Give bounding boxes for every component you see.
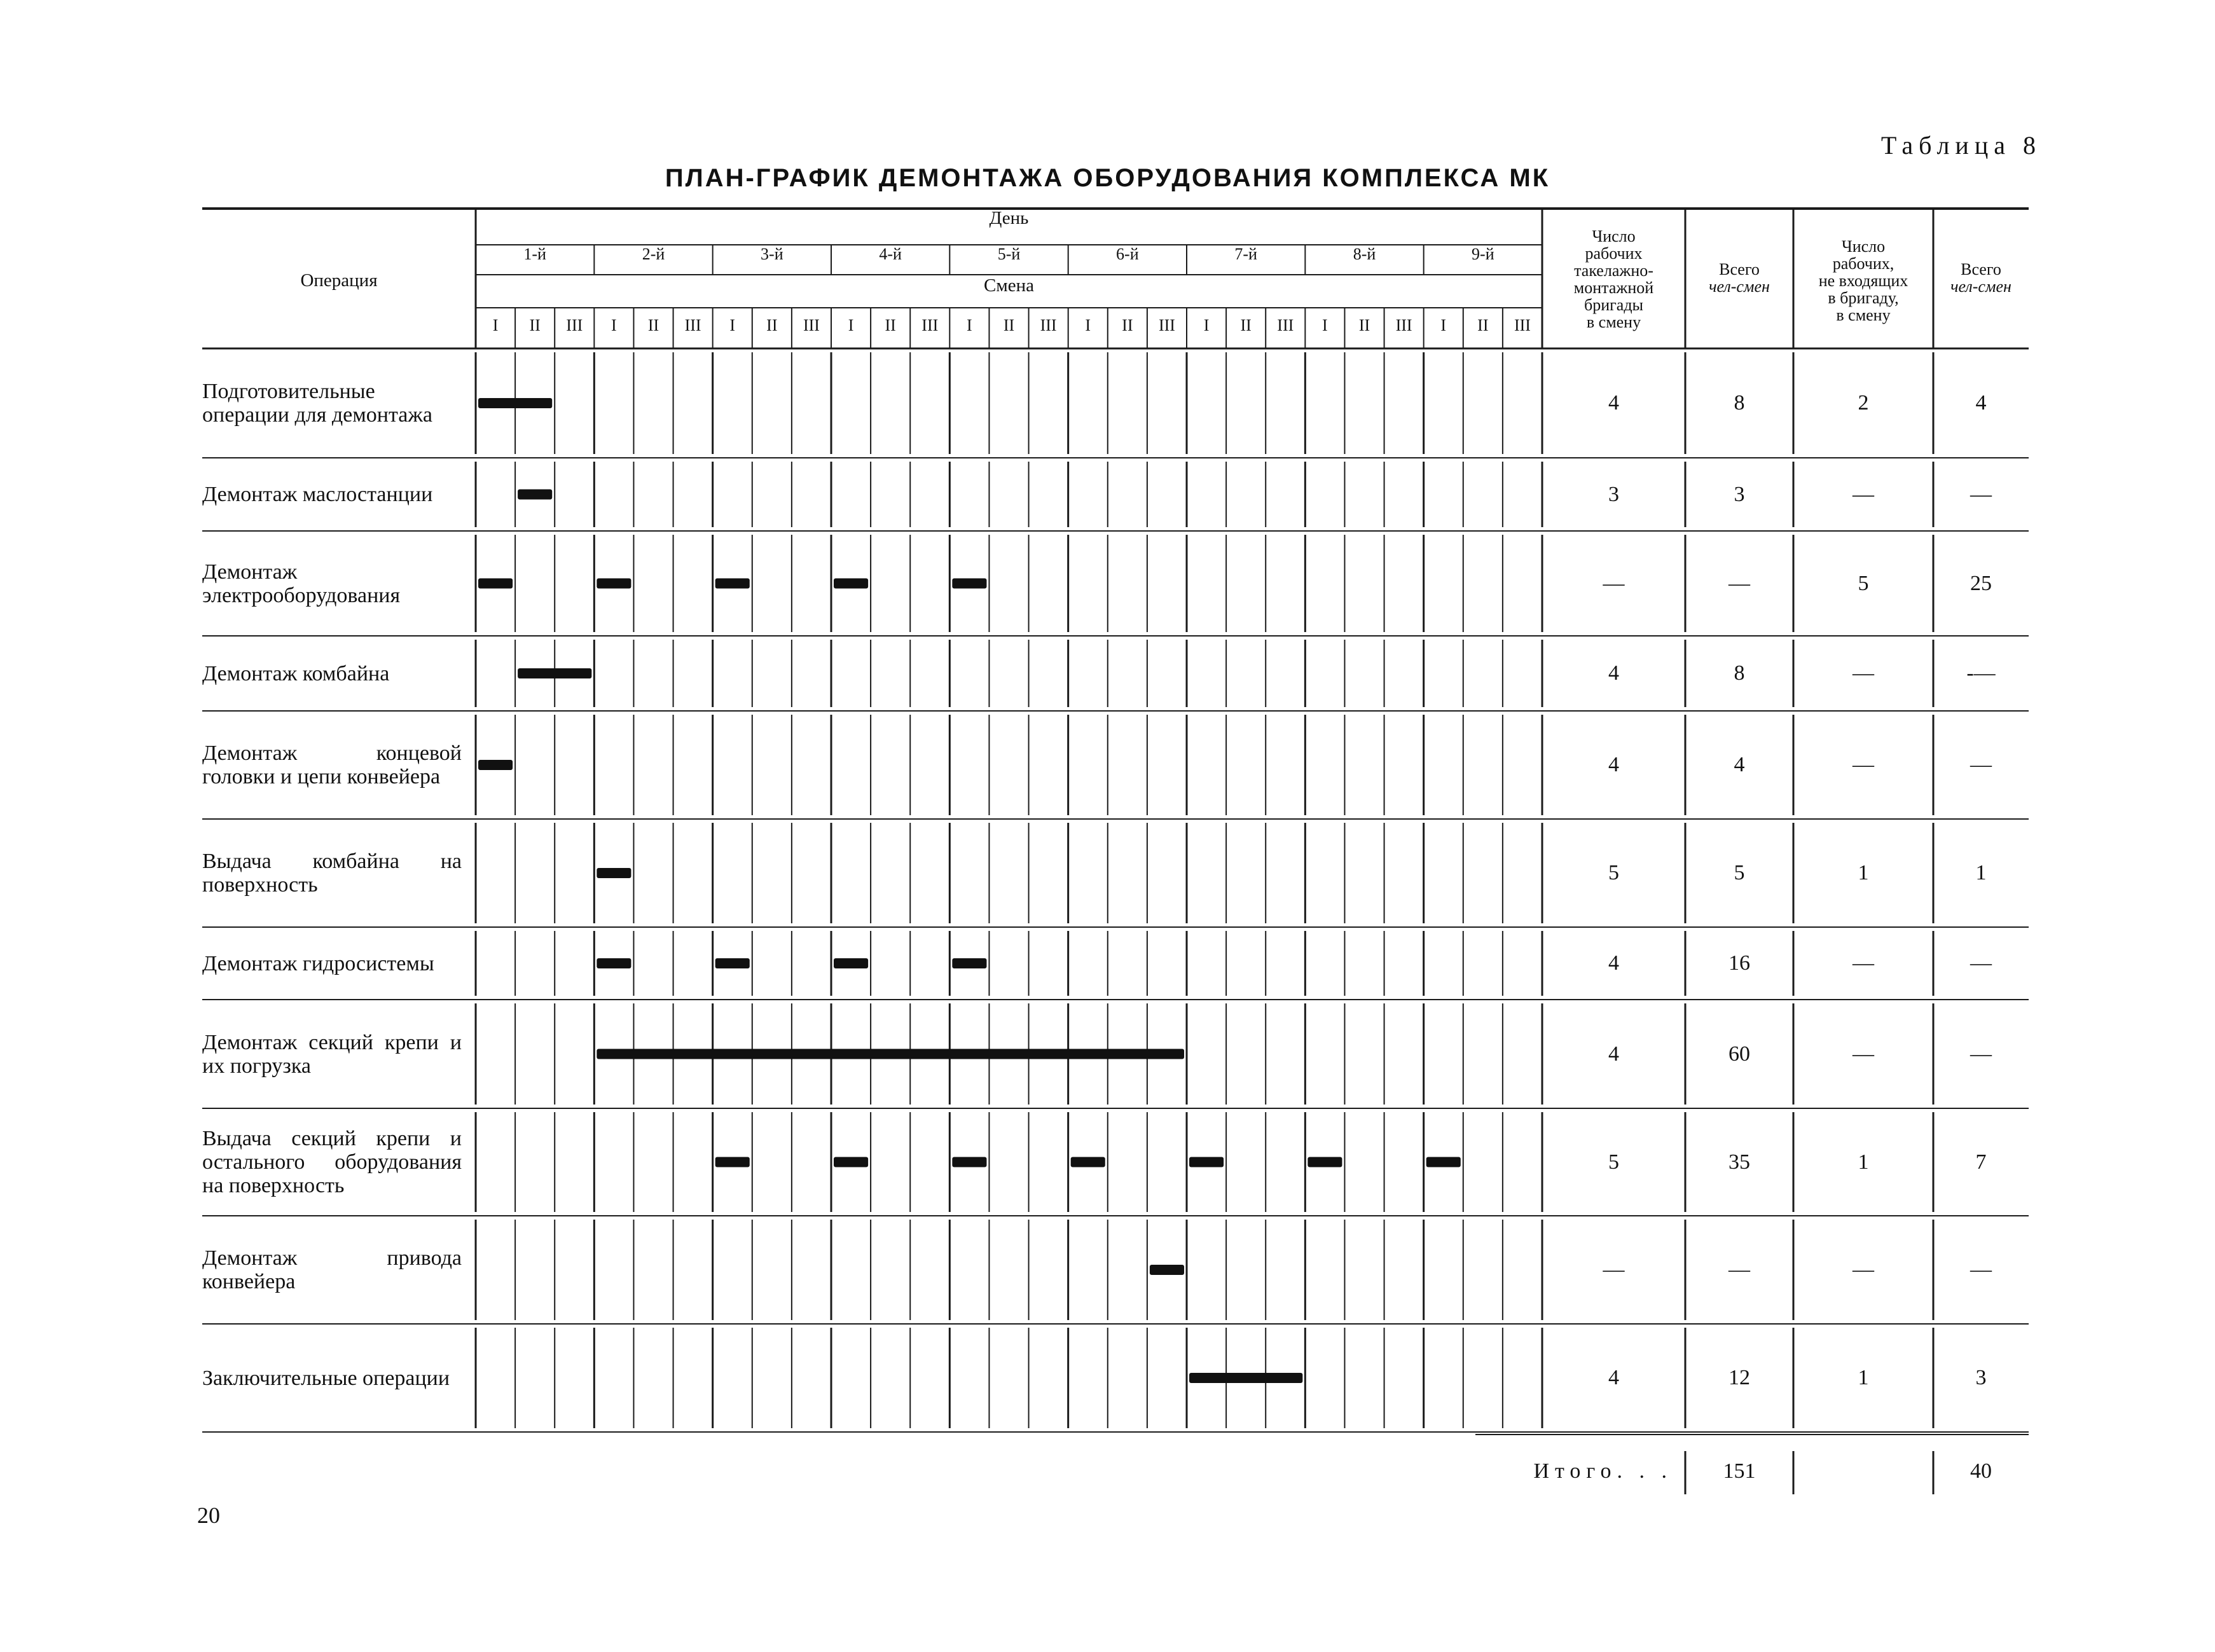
schedule-bar xyxy=(834,1157,868,1167)
shift-label: III xyxy=(1277,316,1294,334)
schedule-bar xyxy=(518,490,552,500)
shift-header-label: Смена xyxy=(984,275,1034,296)
crew-size-value: 5 xyxy=(1608,861,1619,885)
noncrew-value: 5 xyxy=(1858,571,1869,595)
total-man-shifts-2-value: -— xyxy=(1966,661,1996,685)
day-header-label: День xyxy=(989,208,1029,228)
day-label: 1-й xyxy=(523,245,546,263)
total-man-shifts-header: чел-смен xyxy=(1709,277,1770,296)
schedule-bar xyxy=(597,958,631,968)
schedule-bar xyxy=(1189,1157,1224,1167)
shift-label: II xyxy=(1477,316,1489,334)
shift-label: II xyxy=(1358,316,1370,334)
crew-size-header: рабочих xyxy=(1585,244,1643,263)
schedule-bar xyxy=(597,1049,1184,1059)
operation-name: Демонтаж маслостанции xyxy=(202,483,433,506)
schedule-bar xyxy=(952,579,986,589)
total-man-shifts-2-value: 7 xyxy=(1975,1150,1987,1174)
total-man-shifts-value: 5 xyxy=(1734,861,1745,885)
operation-name: Демонтаж гидросистемы xyxy=(202,951,434,975)
schedule-bar xyxy=(1308,1157,1342,1167)
schedule-bar xyxy=(834,958,868,968)
day-label: 7-й xyxy=(1234,245,1257,263)
shift-label: II xyxy=(529,316,541,334)
total-man-shifts-2-value: — xyxy=(1970,1042,1992,1066)
shift-label: I xyxy=(848,316,854,334)
schedule-bar xyxy=(597,579,631,589)
schedule-bar xyxy=(1071,1157,1105,1167)
noncrew-value: 2 xyxy=(1858,391,1869,415)
crew-size-value: 4 xyxy=(1608,951,1619,975)
total-man-shifts-header: Всего xyxy=(1719,260,1760,279)
schedule-bar xyxy=(1150,1265,1184,1275)
shift-label: III xyxy=(684,316,701,334)
total-man-shifts-value: 12 xyxy=(1729,1366,1750,1389)
operation-name: Демонтаж концевой головки и цепи конвейера xyxy=(202,741,462,788)
operation-name: Выдача комбайна на поверхность xyxy=(202,850,462,897)
day-label: 6-й xyxy=(1116,245,1139,263)
total-man-shifts-2-value: — xyxy=(1970,1258,1992,1281)
schedule-bar xyxy=(952,958,986,968)
day-label: 3-й xyxy=(761,245,783,263)
noncrew-header: в бригаду, xyxy=(1828,289,1899,307)
total-man-shifts-2-value: 1 xyxy=(1975,861,1987,885)
schedule-bar xyxy=(518,668,591,678)
noncrew-value: 1 xyxy=(1858,861,1869,885)
total-man-shifts-value: 35 xyxy=(1729,1150,1750,1174)
total-man-shifts-value: 3 xyxy=(1734,482,1745,506)
operation-cell xyxy=(202,458,462,531)
totals-label: Итого. . . xyxy=(1533,1459,1673,1483)
crew-size-value: — xyxy=(1603,1258,1625,1281)
total-man-shifts-2-header: чел-смен xyxy=(1950,277,2011,296)
schedule-bar xyxy=(478,760,513,770)
crew-size-value: 3 xyxy=(1608,482,1619,506)
crew-size-value: 5 xyxy=(1608,1150,1619,1174)
schedule-bar xyxy=(715,579,750,589)
schedule-bar xyxy=(1189,1373,1302,1383)
operation-cell xyxy=(202,1216,462,1324)
shift-label: III xyxy=(1158,316,1175,334)
noncrew-header: Число xyxy=(1841,237,1886,256)
noncrew-header: не входящих xyxy=(1818,272,1908,290)
total-man-shifts-value: 8 xyxy=(1734,391,1745,415)
total-man-shifts-2-value: 4 xyxy=(1975,391,1987,415)
operation-name: Демонтаж электрооборудования xyxy=(202,560,401,607)
operation-name: Заключительные операции xyxy=(202,1366,450,1390)
shift-label: II xyxy=(766,316,778,334)
shift-label: I xyxy=(1203,316,1210,334)
shift-label: II xyxy=(1003,316,1015,334)
totals-total-man-shifts: 151 xyxy=(1723,1459,1756,1483)
total-man-shifts-2-header: Всего xyxy=(1961,260,2001,279)
day-label: 5-й xyxy=(997,245,1021,263)
shift-label: I xyxy=(611,316,617,334)
operation-cell xyxy=(202,927,462,1000)
totals-total-man-shifts-2: 40 xyxy=(1970,1459,1992,1483)
shift-label: I xyxy=(492,316,499,334)
crew-size-value: — xyxy=(1603,571,1625,595)
day-label: 8-й xyxy=(1353,245,1376,263)
schedule-bar xyxy=(478,398,552,408)
operation-cell xyxy=(202,636,462,711)
total-man-shifts-value: — xyxy=(1729,1258,1750,1281)
schedule-bar xyxy=(834,579,868,589)
shift-label: I xyxy=(1085,316,1091,334)
totals-noncrew xyxy=(1793,1452,1933,1490)
shift-label: III xyxy=(566,316,583,334)
shift-label: II xyxy=(1122,316,1133,334)
noncrew-header: рабочих, xyxy=(1832,254,1894,273)
crew-size-header: бригады xyxy=(1584,296,1644,314)
shift-label: I xyxy=(967,316,972,334)
operation-name: Выдача секций крепи и остального оборудования на поверхность xyxy=(202,1127,462,1197)
shift-label: III xyxy=(1514,316,1531,334)
noncrew-header: в смену xyxy=(1836,306,1891,324)
noncrew-value: 1 xyxy=(1858,1150,1869,1174)
table-number: Таблица 8 xyxy=(1880,131,2041,160)
shift-label: II xyxy=(647,316,659,334)
noncrew-value: — xyxy=(1853,661,1874,685)
operation-header-label: Операция xyxy=(300,270,378,291)
day-label: 4-й xyxy=(879,245,902,263)
noncrew-value: — xyxy=(1853,951,1874,975)
crew-size-header: такелажно- xyxy=(1574,261,1653,280)
crew-size-value: 4 xyxy=(1608,391,1619,415)
schedule-bar xyxy=(597,868,631,878)
total-man-shifts-2-value: 3 xyxy=(1975,1366,1987,1389)
shift-label: III xyxy=(921,316,939,334)
noncrew-value: — xyxy=(1853,482,1874,506)
operation-cell xyxy=(202,1324,462,1432)
shift-label: II xyxy=(885,316,896,334)
crew-size-header: Число xyxy=(1592,227,1636,245)
crew-size-value: 4 xyxy=(1608,1366,1619,1389)
operation-cell xyxy=(202,1000,462,1108)
operation-cell xyxy=(202,348,462,458)
day-label: 9-й xyxy=(1472,245,1494,263)
operation-name: Демонтаж секций крепи и их погрузка xyxy=(202,1030,462,1078)
shift-label: I xyxy=(729,316,736,334)
schedule-bar xyxy=(478,579,513,589)
page-number: 20 xyxy=(197,1503,220,1528)
crew-size-header: монтажной xyxy=(1573,279,1654,297)
noncrew-value: — xyxy=(1853,1042,1874,1066)
total-man-shifts-value: 16 xyxy=(1729,951,1750,975)
noncrew-value: — xyxy=(1853,1258,1874,1281)
operation-cell xyxy=(202,819,462,927)
shift-label: III xyxy=(1395,316,1412,334)
total-man-shifts-2-value: — xyxy=(1970,951,1992,975)
shift-label: I xyxy=(1322,316,1328,334)
shift-label: III xyxy=(1040,316,1057,334)
operation-cell xyxy=(202,711,462,819)
crew-size-value: 4 xyxy=(1608,661,1619,685)
shift-label: I xyxy=(1440,316,1447,334)
total-man-shifts-2-value: — xyxy=(1970,482,1992,506)
operation-name: Демонтаж привода конвейера xyxy=(202,1246,462,1293)
day-label: 2-й xyxy=(642,245,665,263)
operation-cell xyxy=(202,1108,462,1216)
noncrew-value: — xyxy=(1853,753,1874,776)
total-man-shifts-2-value: 25 xyxy=(1970,571,1992,595)
total-man-shifts-value: — xyxy=(1729,571,1750,595)
total-man-shifts-value: 60 xyxy=(1729,1042,1750,1066)
document-title: ПЛАН-ГРАФИК ДЕМОНТАЖА ОБОРУДОВАНИЯ КОМПЛЕКСА МК xyxy=(665,164,1550,192)
shift-label: II xyxy=(1240,316,1252,334)
schedule-bar xyxy=(715,1157,750,1167)
noncrew-value: 1 xyxy=(1858,1366,1869,1389)
shift-label: III xyxy=(803,316,820,334)
total-man-shifts-value: 4 xyxy=(1734,753,1745,776)
operation-cell xyxy=(202,531,462,636)
operation-name: Подготовительные операции для демонтажа xyxy=(202,380,432,427)
schedule-bar xyxy=(952,1157,986,1167)
crew-size-header: в смену xyxy=(1586,313,1641,331)
schedule-bar xyxy=(715,958,750,968)
crew-size-value: 4 xyxy=(1608,753,1619,776)
total-man-shifts-value: 8 xyxy=(1734,661,1745,685)
crew-size-value: 4 xyxy=(1608,1042,1619,1066)
schedule-bar xyxy=(1426,1157,1461,1167)
operation-name: Демонтаж комбайна xyxy=(202,661,390,685)
total-man-shifts-2-value: — xyxy=(1970,753,1992,776)
